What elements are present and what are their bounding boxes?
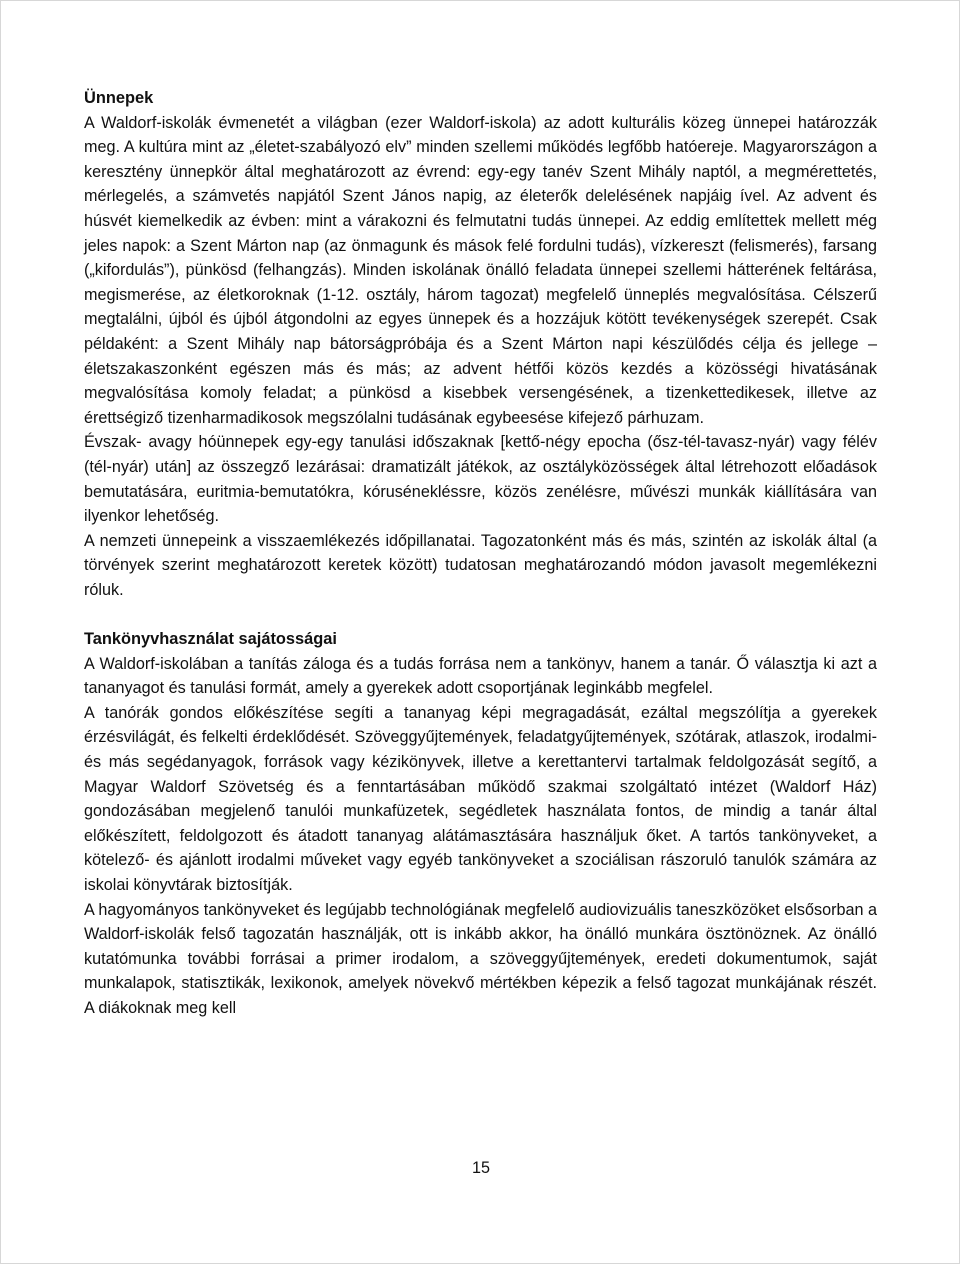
paragraph: A nemzeti ünnepeink a visszaemlékezés időpillanatai. Tagozatonként más és más, szintén az iskolák által (a törvények szerint meghatározott keretek között) tudatosan meghatározandó módon javasolt megemlékezni róluk. [84,531,877,599]
page-number: 15 [471,1159,490,1177]
paragraph: A hagyományos tankönyveket és legújabb technológiának megfelelő audiovizuális taneszközöket elsősorban a Waldorf-iskolák felső tagozatán használják, ott is inkább akkor, ha önálló munkára ösztönöznek. Az önálló kutatómunka további forrásai a primer irodalom, a szöveggyűjtemények, eredeti dokumentumok, saját munkalapok, statisztikák, lexikonok, amelyek növekvő mértékben képezik a felső tagozat munkájának részét. A diákoknak meg kell [84,900,877,1017]
paragraph: A tanórák gondos előkészítése segíti a tananyag képi megragadását, ezáltal megszólítja a gyerekek érzésvilágát, és felkelti érdeklődését. Szöveggyűjtemények, feladatgyűjtemények, szótárak, atlaszok, irodalmi- és más segédanyagok, források vagy kézikönyvek, illetve a kerettantervi tartalmak feldolgozását segítő, a Magyar Waldorf Szövetség és a fenntartásában működő szakmai szolgáltató intézet (Waldorf Ház) gondozásában megjelenő tanulói munkafüzetek, segédletek használata fontos, de mindig a tanár által előkészített, feldolgozott és átadott tananyag alátámasztására használjuk őket. A tartós tankönyveket, a kötelező- és ajánlott irodalmi műveket vagy egyéb tankönyveket a szociálisan rászoruló tanulók számára az iskolai könyvtárak biztosítják. [84,703,877,894]
section-spacer [84,602,877,627]
section-heading-tankonyvhasznalat: Tankönyvhasználat sajátosságai [84,630,337,649]
paragraph: A Waldorf-iskolában a tanítás záloga és a tudás forrása nem a tankönyv, hanem a tanár. Ő választja ki azt a tananyagot és tanulási formát, amely a gyerekek adott csoportjának leginkább megfelel. [84,654,877,698]
paragraph: Évszak- avagy hóünnepek egy-egy tanulási időszaknak [kettő-négy epocha (ősz-tél-tavasz-nyár) vagy félév (tél-nyár) után] az összegző lezárásai: dramatizált játékok, az osztályközösségek által létrehozott előadások bemutatására, euritmia-bemutatókra, kórusénekléssre, közös zenélésre, művészi munkák kiállítására van ilyenkor lehetőség. [84,433,877,526]
section-heading-unnepek: Ünnepek [84,89,154,107]
document-body [84,86,877,1021]
paragraph: A Waldorf-iskolák évmenetét a világban (ezer Waldorf-iskola) az adott kulturális közeg ünnepei határozzák meg. A kultúra mint az „életet-szabályozó elv” minden szellemi működés legfőbb hatóereje. Magyarországon a keresztény ünnepkör által meghatározott az évrend: egy-egy tanév Szent Mihály naptól, a megmérettetés, mérlegelés, a számvetés napjától Szent János napig, az életerők delelésének napjáig ível. Az advent és húsvét kiemelkedik az évben: mint a várakozni és felmutatni tudás ünnepei. Az eddig említettek mellett még jeles napok: a Szent Márton nap (az önmagunk és mások felé fordulni tudás), vízkereszt (felismerés), farsang („kifordulás”), pünkösd (felhangzás). Minden iskolának önálló feladata ünnepei szellemi hátterének feltárása, megismerése, az életkoroknak (1-12. osztály, három tagozat) megfelelő ünneplés megvalósítása. Célszerű megtalálni, újból és újból átgondolni az egyes ünnepek és a hozzájuk kötött tevékenységek szerepét. Csak példaként: a Szent Mihály nap bátorságpróbája és a Szent Márton napi készülődés célja és jellege – életszakaszonként egészen más és más; az advent hétfői közös kezdés a közösségi hivatásának megvalósítása komoly feladat; a pünkösd a kisebbek versengésének, a tizenkettedikesek, illetve az érettségiző tizenharmadikosok megszólalni tudásának egybeesése kifejező párhuzam. [84,113,877,427]
